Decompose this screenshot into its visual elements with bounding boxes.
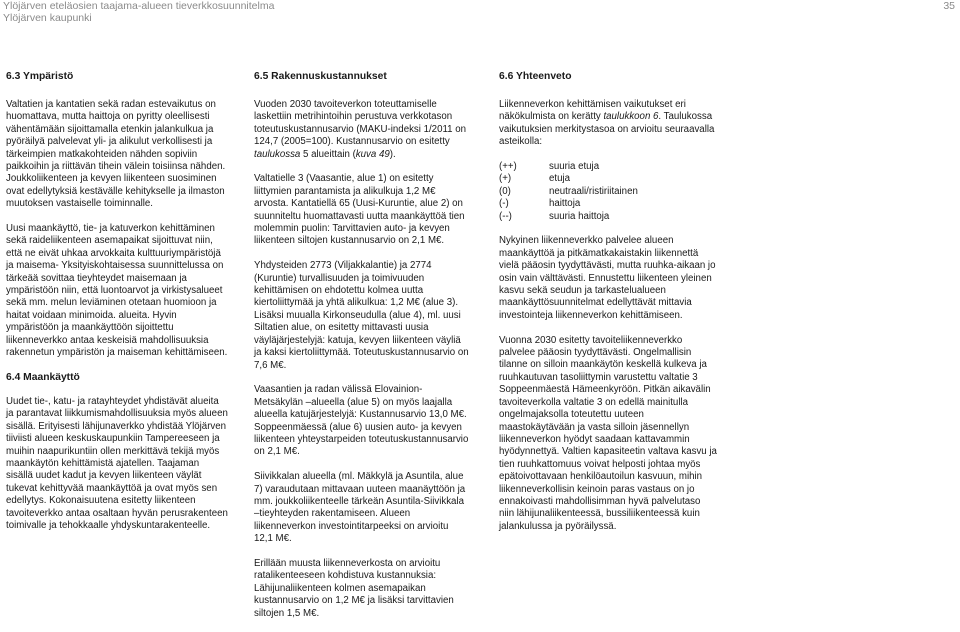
text-run: Liikenneverkon kehittämisen vaikutukset eri näkökulmista on kerätty: [499, 99, 686, 123]
legend-symbol: (--): [499, 210, 512, 222]
section-heading-land-use: 6.4 Maankäyttö: [6, 371, 80, 383]
paragraph: Vuonna 2030 esitetty tavoiteliikenneverkko palvelee pääosin tyydyttävästi. Ongelmallisin tilanne on silloin maankäytön keskellä kulkeva ja ruuhkautuvan tasoliittymin varustettu valtatie 3 Soppeenmäestä Hämeenkyröön. Pitkän aikavälin tavoiteverkolla valtatie 3 on edellä mainitulla ongelmajaksolla toteutettu uuteen maastokäytävään ja vasta silloin jäsennellyn liikenneverkon hyödyt saadaan kattavammin hyödynnettyä. Valtien kapasiteetin valtava kasvu ja tien ruuhkattomuus voivat helposti johtaa myös epätoivottavaan henkilöautoilun kasvuun, mihin liikenneverkollisin keinoin paras vastaus on jo ennakoivasti mahdollisimman hyvä palvelutaso niin lähijunaliikenteessä, bussiliikenteessä kuin jalankulussa ja pyöräilyssä.: [499, 334, 717, 532]
section-heading-environment: 6.3 Ympäristö: [6, 71, 74, 82]
table-reference: taulukkoon 6: [603, 111, 659, 123]
legend-row: [499, 173, 717, 185]
legend-label: haittoja: [549, 198, 581, 210]
paragraph: Uusi maankäyttö, tie- ja katuverkon kehittäminen sekä raideliikenteen asemapaikat sijoittuvat niin, että ne eivät uhkaa arvokkaita kulttuuriympäristöjä ja maisema- Yksityiskohtaisessa suunnittelussa on tärkeää sovittaa tieyhteydet maisemaan ja ympäristöön niin, että luontoarvot ja virkistysalueet sekä mm. melun leviäminen otetaan huomioon ja haitat voidaan minimoida. alueita. Hyvin ympäristöön ja maankäyttöön sijoittettu liikenneverkko antaa keskeisiä mahdollisuuksia rakennetun ympäristön ja maiseman kehittämiseen.: [6, 223, 228, 359]
figure-reference: kuva 49: [355, 148, 390, 160]
paragraph: Siivikkalan alueella (ml. Mäkkylä ja Asuntila, alue 7) varaudutaan mittavaan uuteen maanäyttöön ja mm. joukkoliikenteelle tärkeän Asuntila-Siivikkala –tieyhteyden rakentamiseen. Alueen liikenneverkon investointitarpeeksi on arvioitu 12,1 M€.: [254, 471, 466, 545]
table-reference: taulukossa: [254, 148, 301, 160]
rating-scale-legend: [499, 161, 717, 223]
text-run: Vuoden 2030 tavoiteverkon toteuttamiselle laskettiin metrihintoihin perustuva verkkotason toteutuskustannusarvio (MAKU-indeksi 1/2011 on 124,7 (2005=100). Kustannusarvio on esitetty: [254, 99, 466, 148]
legend-label: neutraali/ristiriitainen: [549, 185, 638, 197]
paragraph: Valtatielle 3 (Vaasantie, alue 1) on esitetty liittymien parantamista ja alikulkuja 1,2 M€ arvosta. Kantatiellä 65 (Uusi-Kuruntie, alue 2) on suunniteltu huomattavasti uutta maankäyttöä tien molemmin puolin: Tarvittavien auto- ja kevyen liikenteen siltojen kustannusarvio on 2,1 M€.: [254, 173, 465, 247]
section-heading-summary: 6.6 Yhteenveto: [499, 71, 572, 82]
paragraph: Uudet tie-, katu- ja ratayhteydet yhdistävät alueita ja parantavat liikkumismahdollisuuksia myös alueen sisällä. Erityisesti lähijunaverkko yhdistää Ylöjärven tiiviisti alueen keskuskaupunkiin Tampereeseen ja muihin naapurikuntiin ollen merkittävä tekijä myös maankäytön kehittämistä ajatellen. Taajaman sisällä uudet kadut ja kevyen liikenteen väylät tukevat kehittyvää maankäyttöä ja ovat myös sen edellytys. Kokonaisuutena esitetty liikenteen tavoiteverkko antaa osaltaan hyvän perusrakenteen toimivalle ja tehokkaalle yhdyskuntarakenteelle.: [6, 395, 228, 531]
page-number: 35: [943, 0, 955, 12]
legend-symbol: (0): [499, 185, 511, 197]
legend-row: [499, 211, 717, 223]
legend-row: [499, 161, 717, 173]
paragraph: Vaasantien ja radan välissä Elovainion-Metsäkylän –alueella (alue 5) on myös laajalla alueella katujärjestelyjä: Kustannusarvio 13,0 M€. Soppeenmäessä (alue 6) uusien auto- ja kevyen liikenteen yhteystarpeiden toteutuskustannusarvio on 2,1 M€.: [254, 384, 469, 458]
legend-row: [499, 186, 717, 198]
paragraph: Nykyinen liikenneverkko palvelee alueen maankäyttöä ja pitkämatkakaistakin liikennettä vielä pääosin tyydyttävästi, mutta ruuhka-aikaan jo osin vain välttävästi. Ennustettu liikenteen yleinen kasvu sekä seudun ja tarkastelualueen maankäyttösuunnitelmat edellyttävät mittavia investointeja liikenneverkon kehittämiseen.: [499, 235, 716, 321]
column-summary: [499, 71, 717, 546]
header-text: [3, 0, 274, 24]
text-run: 5 alueittain (: [300, 148, 356, 160]
section-heading-construction-costs: 6.5 Rakennuskustannukset: [254, 71, 387, 82]
header-document-title: Ylöjärven eteläosien taajama-alueen tieverkkosuunnitelma: [3, 0, 275, 12]
text-run: . Taulukossa vaikutuksien merkitystasoa on arvioitu seuraavalla asteikolla:: [499, 111, 715, 148]
legend-label: suuria etuja: [549, 161, 600, 173]
paragraph: Valtatien ja kantatien sekä radan estevaikutus on huomattava, mutta haittoja on pyritty oleellisesti vähentämään sijoittamalla etenkin jalankulkua ja pyöräilyä palvelevat yli- ja alikulut verkollisesti ja tärkeimpien matkakohteiden nähden sopiviin paikkoihin ja riittävän tihein välein toisiinsa nähden. Joukkoliikenteen ja kevyen liikenteen suosiminen ovat edellytyksiä kestävälle kehitykselle ja ilmaston muutoksen vastaiselle toiminnalle.: [6, 99, 226, 210]
header-organization: Ylöjärven kaupunki: [3, 12, 92, 24]
legend-symbol: (++): [499, 161, 517, 173]
legend-row: [499, 198, 717, 210]
column-construction-costs: [254, 71, 469, 632]
paragraph: [254, 99, 469, 161]
legend-label: suuria haittoja: [549, 210, 610, 222]
paragraph: Yhdysteiden 2773 (Viljakkalantie) ja 2774 (Kuruntie) turvallisuuden ja toimivuuden kehittämisen on ehdotettu kolmea uutta kiertoliittymää ja yhtä alikulkua: 1,2 M€ (alue 3). Lisäksi muualla Kirkonseudulla (alue 4), ml. uusi Siltatien alue, on esitetty mittavasti uusia väyläjärjestelyjä: katuja, kevyen liikenteen väyliä ja kaksi kiertoliittymää. Toteutuskustannusarvio on 7,6 M€.: [254, 260, 469, 371]
paragraph: Erillään muusta liikenneverkosta on arvioitu ratalikenteeseen kohdistuva kustannuksia: Lähijunaliikenteen kolmen asemapaikan kustannusarvio on 1,2 M€ ja lisäksi tarvittavien siltojen 1,5 M€.: [254, 557, 454, 619]
legend-symbol: (+): [499, 173, 512, 185]
paragraph: [499, 99, 717, 149]
column-environment: [6, 71, 228, 545]
legend-label: etuja: [549, 173, 571, 185]
text-run: ).: [389, 148, 396, 160]
legend-symbol: (-): [499, 198, 509, 210]
